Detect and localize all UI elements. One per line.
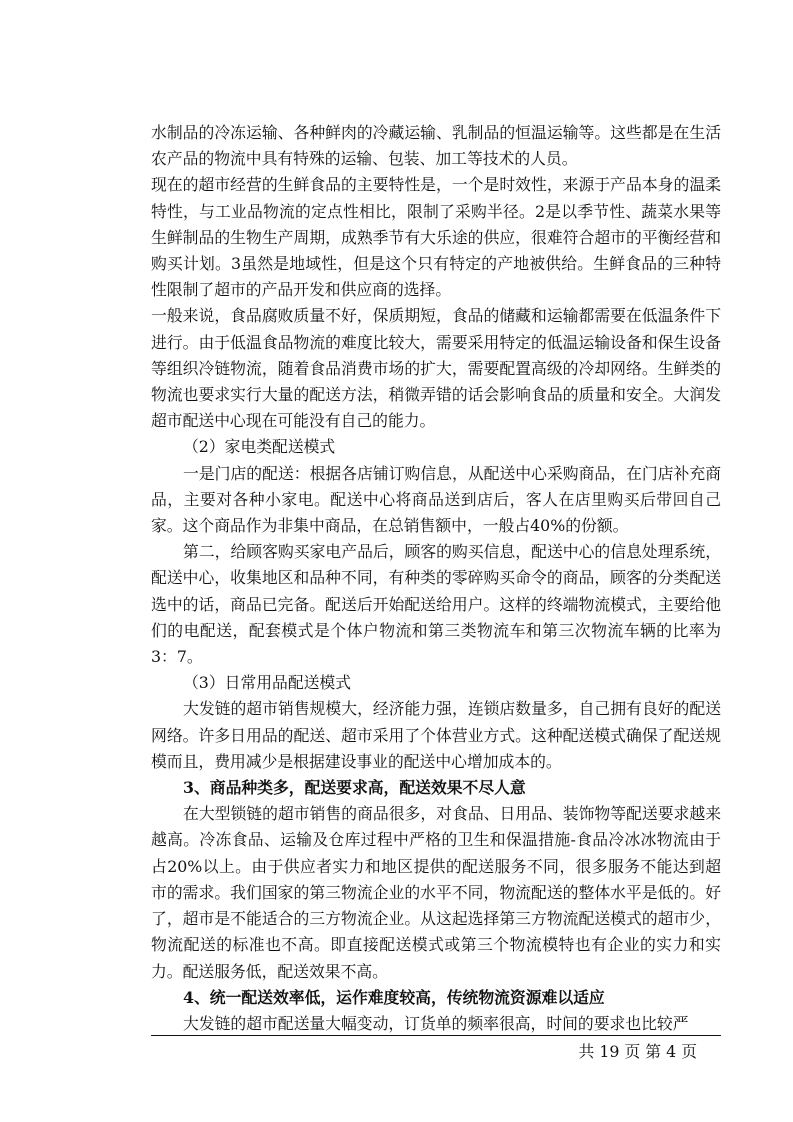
heading-section-3: 3、商品种类多，配送要求高，配送效果不尽人意 <box>183 778 526 798</box>
page-number: 共 19 页 第 4 页 <box>578 1042 697 1061</box>
paragraph-fresh-food-characteristics: 现在的超市经营的生鲜食品的主要特性是，一个是时效性，来源于产品本身的温柔特性，与工业品物流的定点性相比，限制了采购半径。2是以季节性、蔬菜水果等生鲜制品的生物生产周期，成熟季节有大乐途的供应，很难符合超市的平衡经营和购买计划。3虽然是地域性，但是这个只有特定的产地被供给。生鲜食品的三种特性限制了超市的产品开发和供应商的选择。 <box>151 175 721 300</box>
heading-section-4: 4、统一配送效率低，运作难度较高，传统物流资源难以适应 <box>183 987 605 1007</box>
paragraph-customer-distribution: 第二，给顾客购买家电产品后，顾客的购买信息，配送中心的信息处理系统，配送中心，收集地区和品种不同，有种类的零碎购买命令的商品，顾客的分类配送选中的话，商品已完备。配送后开始配送给用户。这样的终端物流模式，主要给他们的电配送，配套模式是个体户物流和第三类物流车和第三次物流车辆的比率为3：7。 <box>151 542 721 667</box>
paragraph-low-temperature-logistics: 一般来说，食品腐败质量不好，保质期短，食品的储藏和运输都需要在低温条件下进行。由于低温食品物流的难度比较大，需要采用特定的低温运输设备和保生设备等组织冷链物流，随着食品消费市场的扩大，需要配置高级的冷却网络。生鲜类的物流也要求实行大量的配送方法，稍微弄错的话会影响食品的质量和安全。大润发超市配送中心现在可能没有自己的能力。 <box>151 306 721 431</box>
footer-divider <box>151 1035 721 1036</box>
paragraph-daily-goods: 大发链的超市销售规模大，经济能力强，连锁店数量多，自己拥有良好的配送网络。许多日用品的配送、超市采用了个体营业方式。这种配送模式确保了配送规模而且，费用减少是根据建设事业的配送中心增加成本的。 <box>151 699 721 771</box>
paragraph-product-variety: 在大型锁链的超市销售的商品很多，对食品、日用品、装饰物等配送要求越来越高。冷冻食品、运输及仓库过程中严格的卫生和保温措施-食品冷冰冰物流由于占20%以上。由于供应者实力和地区提供的配送服务不同，很多服务不能达到超市的需求。我们国家的第三物流企业的水平不同，物流配送的整体水平是低的。好了，超市是不能适合的三方物流企业。从这起选择第三方物流配送模式的超市少，物流配送的标准也不高。即直接配送模式或第三个物流模特也有企业的实力和实力。配送服务低，配送效果不高。 <box>151 804 721 981</box>
subheading-appliance-distribution: （2）家电类配送模式 <box>183 437 336 457</box>
subheading-daily-goods-distribution: （3）日常用品配送模式 <box>183 673 352 693</box>
body-text <box>151 120 721 1037</box>
paragraph-cold-chain-products: 水制品的冷冻运输、各种鲜肉的冷藏运输、乳制品的恒温运输等。这些都是在生活农产品的物流中具有特殊的运输、包装、加工等技术的人员。 <box>151 123 721 169</box>
paragraph-store-distribution: 一是门店的配送：根据各店铺订购信息，从配送中心采购商品，在门店补充商品，主要对各种小家电。配送中心将商品送到店后，客人在店里购买后带回自己家。这个商品作为非集中商品，在总销售额中，一般占40%的份额。 <box>151 463 721 536</box>
paragraph-distribution-volume: 大发链的超市配送量大幅变动，订货单的频率很高，时间的要求也比较严 <box>183 1013 689 1033</box>
